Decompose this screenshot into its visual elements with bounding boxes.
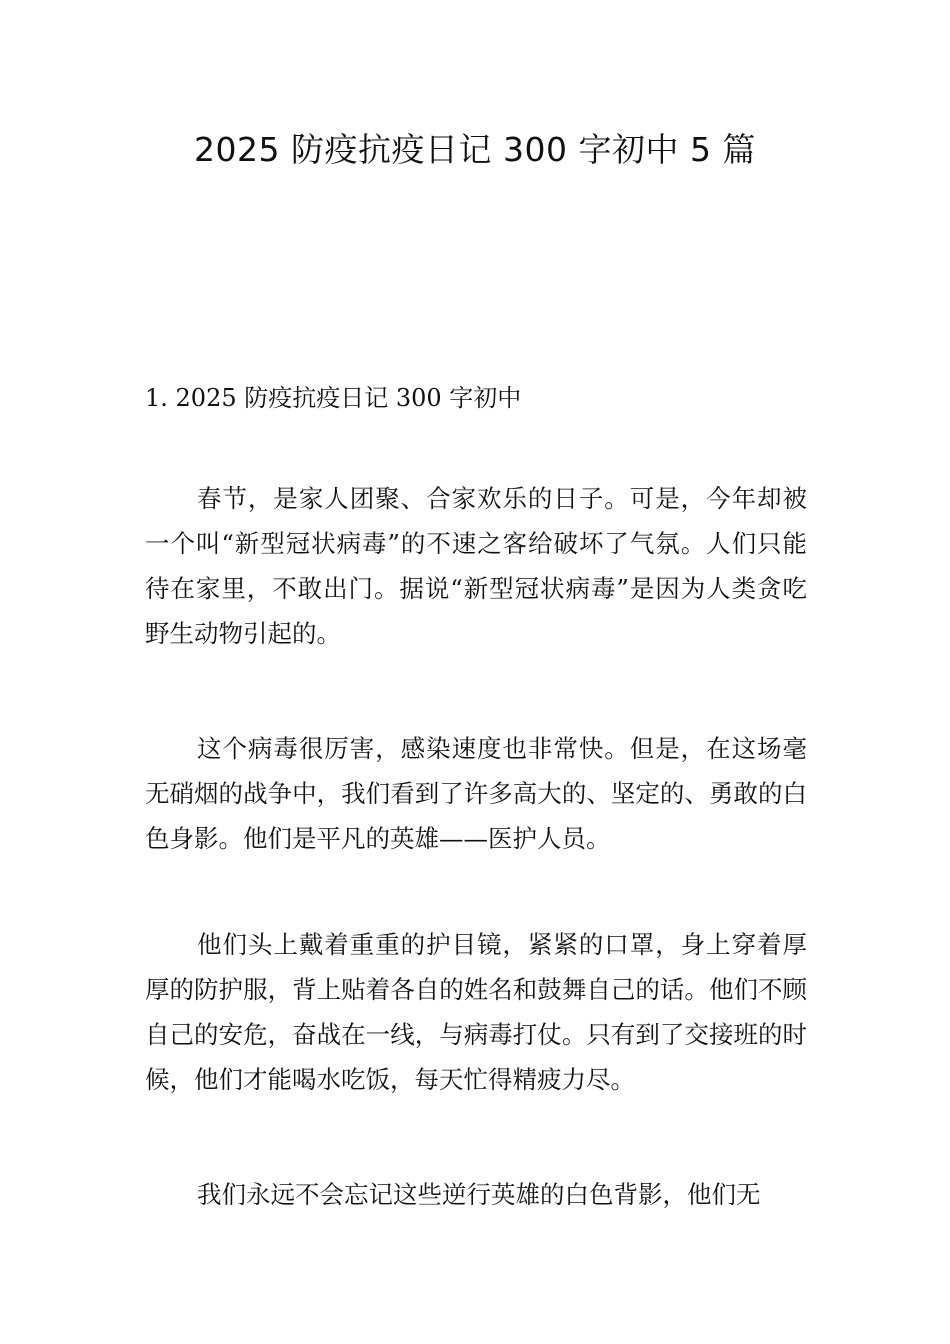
body-paragraph-4: 我们永远不会忘记这些逆行英雄的白色背影，他们无 — [197, 1180, 761, 1209]
body-paragraph-3: 他们头上戴着重重的护目镜，紧紧的口罩，身上穿着厚厚的防护服，背上贴着各自的姓名和鼓舞自己的话。他们不顾自己的安危，奋战在一线，与病毒打仗。只有到了交接班的时候，他们才能喝水吃饭，每天忙得精疲力尽。 — [145, 930, 807, 1094]
document-title: 2025 防疫抗疫日记 300 字初中 5 篇 — [194, 130, 756, 169]
body-paragraph-1: 春节，是家人团聚、合家欢乐的日子。可是，今年却被一个叫“新型冠状病毒”的不速之客给破坏了气氛。人们只能待在家里，不敢出门。据说“新型冠状病毒”是因为人类贪吃野生动物引起的。 — [145, 484, 807, 648]
body-paragraph-2: 这个病毒很厉害，感染速度也非常快。但是，在这场毫无硝烟的战争中，我们看到了许多高大的、坚定的、勇敢的白色身影。他们是平凡的英雄——医护人员。 — [145, 734, 807, 853]
section-heading: 1. 2025 防疫抗疫日记 300 字初中 — [145, 384, 522, 412]
